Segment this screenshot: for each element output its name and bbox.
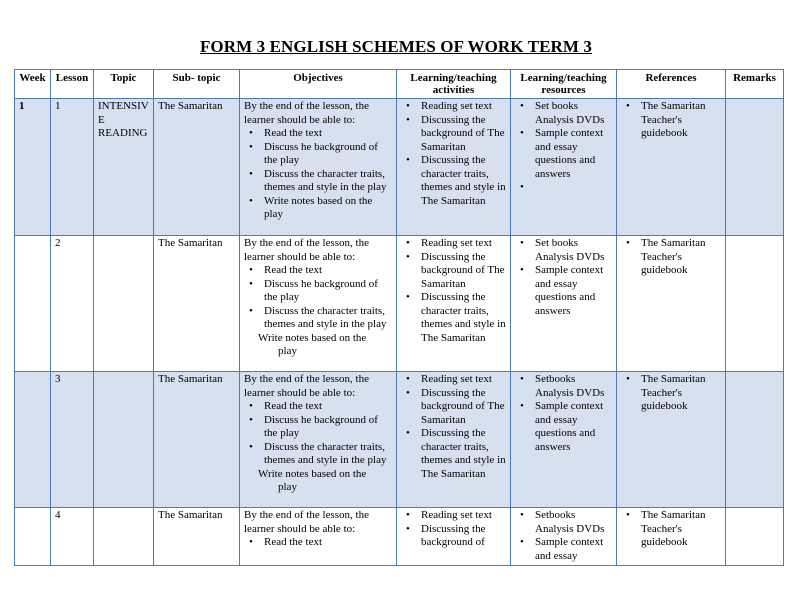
objectives-note-continued: play (278, 345, 297, 357)
table-row (15, 236, 784, 372)
objectives-list (244, 264, 392, 332)
list-item: • Write notes based on the play (264, 195, 392, 222)
list-item: • Discuss the character traits, themes and style in the play (264, 305, 392, 332)
objectives-note: Write notes based on the (258, 331, 367, 344)
list-item: • Sample context and essay questions and answers (535, 264, 612, 318)
list-item: • Discuss he background of the play (264, 141, 392, 168)
objectives-intro: By the end of the lesson, the learner should be able to: (244, 237, 369, 263)
objectives-intro: By the end of the lesson, the learner should be able to: (244, 373, 369, 399)
header-row (15, 70, 784, 99)
week-cell: 1 (15, 99, 51, 236)
activities-cell (397, 236, 511, 372)
header-references: References (617, 70, 726, 99)
header-activities: Learning/teaching activities (397, 70, 511, 99)
subtopic-cell: The Samaritan (154, 508, 240, 566)
table-row (15, 508, 784, 566)
objectives-note-continued: play (278, 481, 297, 493)
table-row (15, 372, 784, 508)
header-remarks: Remarks (726, 70, 784, 99)
list-item: • Discussing the background of The Samaritan (421, 114, 506, 155)
objectives-cell (240, 372, 397, 508)
remarks-cell (726, 236, 784, 372)
objectives-cell (240, 236, 397, 372)
objectives-list (244, 400, 392, 468)
list-item: • Sample context and essay questions and answers (535, 400, 612, 454)
activities-cell (397, 508, 511, 566)
header-subtopic: Sub- topic (154, 70, 240, 99)
list-item: • Reading set text (421, 100, 506, 114)
references-cell (617, 372, 726, 508)
references-list (621, 373, 721, 414)
lesson-cell: 2 (51, 236, 94, 372)
references-list (621, 237, 721, 278)
references-list (621, 509, 721, 550)
list-item: • Discuss he background of the play (264, 278, 392, 305)
list-item: • The Samaritan Teacher's guidebook (641, 373, 721, 414)
week-cell (15, 372, 51, 508)
subtopic-cell: The Samaritan (154, 236, 240, 372)
references-cell (617, 236, 726, 372)
week-cell (15, 508, 51, 566)
topic-cell (94, 236, 154, 372)
topic-cell (94, 508, 154, 566)
resources-cell (511, 508, 617, 566)
list-item: • The Samaritan Teacher's guidebook (641, 237, 721, 278)
header-objectives: Objectives (240, 70, 397, 99)
remarks-cell (726, 372, 784, 508)
resources-cell (511, 99, 617, 236)
resources-cell (511, 236, 617, 372)
list-item: • Sample context and essay (535, 536, 612, 563)
objectives-list (244, 536, 392, 550)
week-cell (15, 236, 51, 372)
list-item: • Reading set text (421, 509, 506, 523)
list-item: • Discuss the character traits, themes and style in the play (264, 441, 392, 468)
list-item: • Read the text (264, 264, 392, 278)
list-item: • Reading set text (421, 373, 506, 387)
header-week: Week (15, 70, 51, 99)
references-cell (617, 99, 726, 236)
lesson-cell: 1 (51, 99, 94, 236)
activities-list (401, 100, 506, 208)
list-item: • Discussing the background of The Samaritan (421, 251, 506, 292)
objectives-cell (240, 508, 397, 566)
list-item: • Setbooks Analysis DVDs (535, 509, 612, 536)
list-item: • Discussing the character traits, themes and style in The Samaritan (421, 291, 506, 345)
lesson-cell: 4 (51, 508, 94, 566)
resources-list (515, 373, 612, 454)
subtopic-cell: The Samaritan (154, 372, 240, 508)
document-title: FORM 3 ENGLISH SCHEMES OF WORK TERM 3 (199, 37, 593, 56)
list-item: • Read the text (264, 127, 392, 141)
resources-cell (511, 372, 617, 508)
activities-list (401, 509, 506, 550)
resources-list (515, 100, 612, 195)
objectives-list (244, 127, 392, 222)
activities-cell (397, 99, 511, 236)
resources-list (515, 237, 612, 318)
header-topic: Topic (94, 70, 154, 99)
objectives-intro: By the end of the lesson, the learner should be able to: (244, 100, 369, 126)
activities-list (401, 373, 506, 481)
list-item: • Sample context and essay questions and answers (535, 127, 612, 181)
list-item: • Set books Analysis DVDs (535, 100, 612, 127)
list-item: • The Samaritan Teacher's guidebook (641, 100, 721, 141)
subtopic-cell: The Samaritan (154, 99, 240, 236)
resources-list (515, 509, 612, 563)
list-item: • Discussing the background of The Samaritan (421, 387, 506, 428)
list-item: • Set books Analysis DVDs (535, 237, 612, 264)
list-item: • Discussing the background of (421, 523, 506, 550)
list-item: • Read the text (264, 536, 392, 550)
references-list (621, 100, 721, 141)
list-item: • The Samaritan Teacher's guidebook (641, 509, 721, 550)
activities-cell (397, 372, 511, 508)
header-resources: Learning/teaching resources (511, 70, 617, 99)
topic-cell: INTENSIVE READING (94, 99, 154, 236)
objectives-intro: By the end of the lesson, the learner should be able to: (244, 509, 369, 535)
topic-cell (94, 372, 154, 508)
list-item: • Discuss the character traits, themes and style in the play (264, 168, 392, 195)
activities-list (401, 237, 506, 345)
table-row (15, 99, 784, 236)
schemes-of-work-table (14, 69, 784, 566)
remarks-cell (726, 508, 784, 566)
header-lesson: Lesson (51, 70, 94, 99)
objectives-cell (240, 99, 397, 236)
list-item: • Discuss he background of the play (264, 414, 392, 441)
list-item: • Reading set text (421, 237, 506, 251)
remarks-cell (726, 99, 784, 236)
list-item (535, 181, 612, 195)
list-item: • Discussing the character traits, themes and style in The Samaritan (421, 154, 506, 208)
references-cell (617, 508, 726, 566)
objectives-note: Write notes based on the (258, 467, 367, 480)
list-item: • Read the text (264, 400, 392, 414)
list-item: • Discussing the character traits, themes and style in The Samaritan (421, 427, 506, 481)
lesson-cell: 3 (51, 372, 94, 508)
list-item: • Setbooks Analysis DVDs (535, 373, 612, 400)
